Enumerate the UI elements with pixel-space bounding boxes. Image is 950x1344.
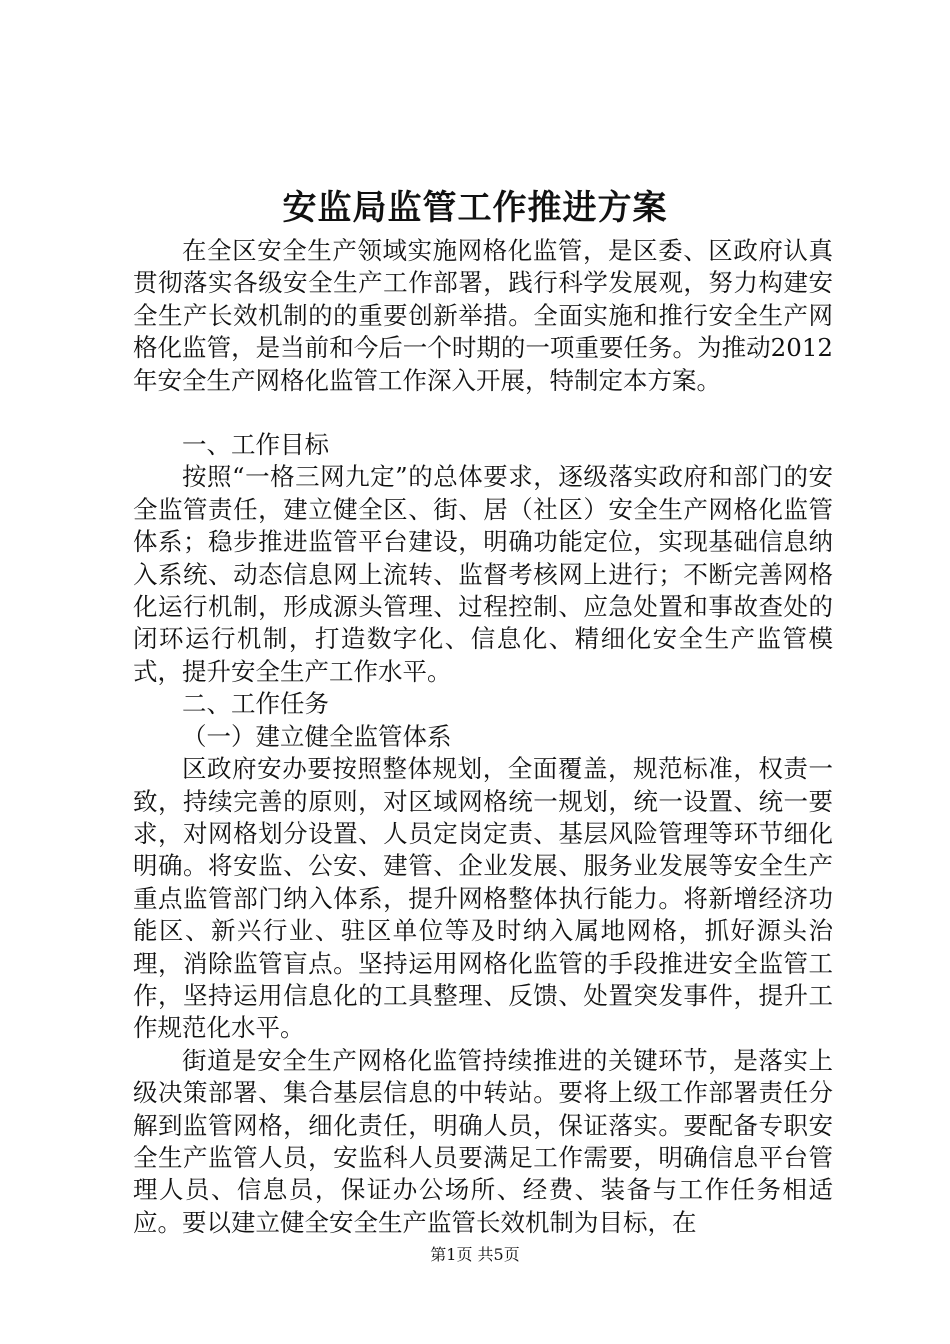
document-title: 安监局监管工作推进方案: [282, 188, 668, 228]
paragraph-spacer: [133, 397, 833, 429]
section-heading-goals: 一、工作目标: [182, 430, 329, 460]
subsection-heading-supervision-system: （一）建立健全监管体系: [182, 721, 452, 751]
document-body: [133, 235, 833, 1239]
section-heading-tasks: 二、工作任务: [182, 689, 329, 719]
intro-paragraph: 在全区安全生产领域实施网格化监管，是区委、区政府认真贯彻落实各级安全生产工作部署，践行科学发展观，努力构建安全生产长效机制的的重要创新举措。全面实施和推行安全生产网格化监管，是当前和今后一个时期的一项重要任务。为推动2012年安全生产网格化监管工作深入开展，特制定本方案。: [133, 236, 833, 395]
supervision-system-paragraph: 区政府安办要按照整体规划，全面覆盖，规范标准，权责一致，持续完善的原则，对区域网格统一规划，统一设置、统一要求，对网格划分设置、人员定岗定责、基层风险管理等环节细化明确。将安监、公安、建管、企业发展、服务业发展等安全生产重点监管部门纳入体系，提升网格整体执行能力。将新增经济功能区、新兴行业、驻区单位等及时纳入属地网格，抓好源头治理，消除监管盲点。坚持运用网格化监管的手段推进安全监管工作，坚持运用信息化的工具整理、反馈、处置突发事件，提升工作规范化水平。: [133, 754, 833, 1043]
goals-paragraph: 按照“一格三网九定”的总体要求，逐级落实政府和部门的安全监管责任，建立健全区、街、居（社区）安全生产网格化监管体系；稳步推进监管平台建设，明确功能定位，实现基础信息纳入系统、动态信息网上流转、监督考核网上进行；不断完善网格化运行机制，形成源头管理、过程控制、应急处置和事故查处的闭环运行机制，打造数字化、信息化、精细化安全生产监管模式，提升安全生产工作水平。: [133, 462, 833, 686]
page-footer: 第1页 共5页: [430, 1245, 520, 1264]
street-level-paragraph: 街道是安全生产网格化监管持续推进的关键环节，是落实上级决策部署、集合基层信息的中转站。要将上级工作部署责任分解到监管网格，细化责任，明确人员，保证落实。要配备专职安全生产监管人员，安监科人员要满足工作需要，明确信息平台管理人员、信息员，保证办公场所、经费、装备与工作任务相适应。要以建立健全安全生产监管长效机制为目标，在: [133, 1045, 833, 1237]
